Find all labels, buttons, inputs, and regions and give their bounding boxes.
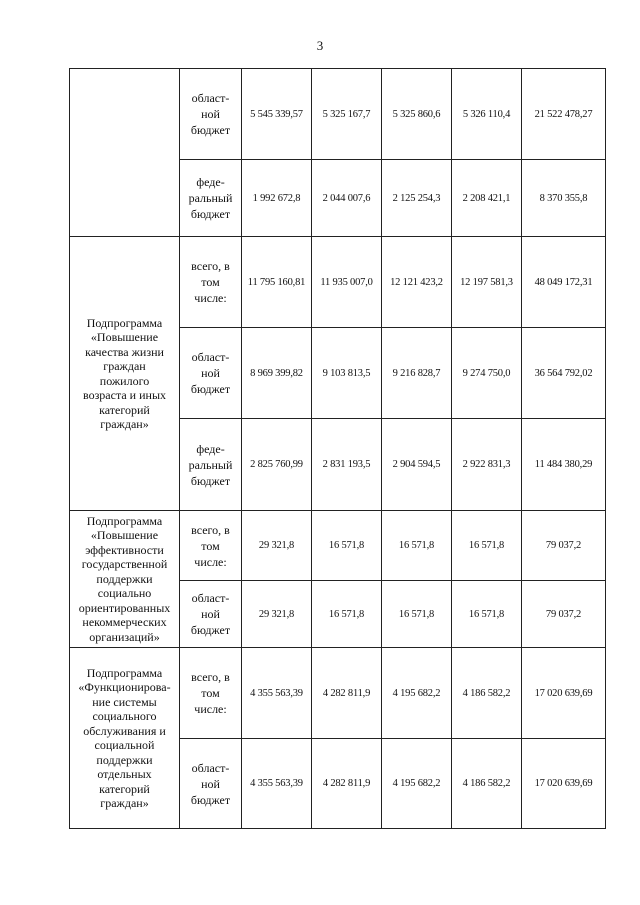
subprogram-name: Подпрограмма «Повышение эффективности государственной поддержки социально ориентированных некоммерческих организаций» bbox=[78, 513, 171, 644]
table-row bbox=[70, 237, 606, 328]
total-value-cell: 79 037,2 bbox=[522, 511, 606, 581]
year-value-cell: 2 831 193,5 bbox=[312, 419, 382, 511]
funding-source-cell bbox=[180, 69, 242, 160]
total-value-cell: 8 370 355,8 bbox=[522, 160, 606, 237]
budget-table bbox=[69, 68, 606, 829]
funding-source-label: област- ной бюджет bbox=[190, 91, 231, 137]
subprogram-name-cell bbox=[70, 648, 180, 829]
year-value-cell: 5 326 110,4 bbox=[452, 69, 522, 160]
funding-source-cell bbox=[180, 581, 242, 648]
funding-source-label: всего, в том числе: bbox=[191, 670, 230, 716]
year-value-cell: 5 545 339,57 bbox=[242, 69, 312, 160]
year-value-cell: 16 571,8 bbox=[382, 581, 452, 648]
year-value-cell: 4 195 682,2 bbox=[382, 739, 452, 829]
year-value-cell: 16 571,8 bbox=[382, 511, 452, 581]
year-value-cell: 9 216 828,7 bbox=[382, 328, 452, 419]
year-value-cell: 16 571,8 bbox=[452, 581, 522, 648]
year-value-cell: 2 044 007,6 bbox=[312, 160, 382, 237]
subprogram-name: Подпрограмма «Повышение качества жизни граждан пожилого возраста и иных категорий граждан» bbox=[82, 315, 167, 431]
year-value-cell: 2 825 760,99 bbox=[242, 419, 312, 511]
year-value-cell: 4 355 563,39 bbox=[242, 739, 312, 829]
year-value-cell: 29 321,8 bbox=[242, 511, 312, 581]
total-value-cell: 17 020 639,69 bbox=[522, 739, 606, 829]
funding-source-cell bbox=[180, 160, 242, 237]
year-value-cell: 5 325 860,6 bbox=[382, 69, 452, 160]
table-row bbox=[70, 648, 606, 739]
total-value-cell: 48 049 172,31 bbox=[522, 237, 606, 328]
total-value-cell: 79 037,2 bbox=[522, 581, 606, 648]
year-value-cell: 4 186 582,2 bbox=[452, 739, 522, 829]
year-value-cell: 2 125 254,3 bbox=[382, 160, 452, 237]
page-number: 3 bbox=[316, 38, 324, 53]
year-value-cell: 8 969 399,82 bbox=[242, 328, 312, 419]
year-value-cell: 16 571,8 bbox=[452, 511, 522, 581]
funding-source-cell bbox=[180, 511, 242, 581]
year-value-cell: 29 321,8 bbox=[242, 581, 312, 648]
total-value-cell: 17 020 639,69 bbox=[522, 648, 606, 739]
year-value-cell: 4 186 582,2 bbox=[452, 648, 522, 739]
subprogram-name-cell bbox=[70, 511, 180, 648]
funding-source-label: всего, в том числе: bbox=[191, 522, 230, 569]
year-value-cell: 4 282 811,9 bbox=[312, 739, 382, 829]
year-value-cell: 5 325 167,7 bbox=[312, 69, 382, 160]
year-value-cell: 16 571,8 bbox=[312, 511, 382, 581]
total-value-cell: 36 564 792,02 bbox=[522, 328, 606, 419]
funding-source-cell bbox=[180, 739, 242, 829]
year-value-cell: 16 571,8 bbox=[312, 581, 382, 648]
subprogram-name: Подпрограмма «Функционирова- ние системы социального обслуживания и социальной поддержки отдельных категорий граждан» bbox=[78, 665, 171, 810]
year-value-cell: 11 935 007,0 bbox=[312, 237, 382, 328]
funding-source-label: феде- ральный бюджет bbox=[188, 441, 233, 488]
year-value-cell: 1 992 672,8 bbox=[242, 160, 312, 237]
year-value-cell: 2 208 421,1 bbox=[452, 160, 522, 237]
table-row bbox=[70, 69, 606, 160]
subprogram-name-cell bbox=[70, 69, 180, 237]
total-value-cell: 11 484 380,29 bbox=[522, 419, 606, 511]
year-value-cell: 4 195 682,2 bbox=[382, 648, 452, 739]
year-value-cell: 12 197 581,3 bbox=[452, 237, 522, 328]
year-value-cell: 2 922 831,3 bbox=[452, 419, 522, 511]
total-value-cell: 21 522 478,27 bbox=[522, 69, 606, 160]
year-value-cell: 4 282 811,9 bbox=[312, 648, 382, 739]
funding-source-label: област- ной бюджет bbox=[190, 350, 231, 396]
funding-source-label: област- ной бюджет bbox=[190, 591, 231, 637]
funding-source-cell bbox=[180, 328, 242, 419]
funding-source-cell bbox=[180, 237, 242, 328]
year-value-cell: 4 355 563,39 bbox=[242, 648, 312, 739]
subprogram-name-cell bbox=[70, 237, 180, 511]
year-value-cell: 9 103 813,5 bbox=[312, 328, 382, 419]
funding-source-label: област- ной бюджет bbox=[190, 760, 231, 807]
funding-source-label: всего, в том числе: bbox=[191, 259, 230, 305]
funding-source-cell bbox=[180, 419, 242, 511]
funding-source-cell bbox=[180, 648, 242, 739]
year-value-cell: 11 795 160,81 bbox=[242, 237, 312, 328]
table-row bbox=[70, 511, 606, 581]
year-value-cell: 2 904 594,5 bbox=[382, 419, 452, 511]
funding-source-label: феде- ральный бюджет bbox=[188, 175, 233, 221]
year-value-cell: 9 274 750,0 bbox=[452, 328, 522, 419]
year-value-cell: 12 121 423,2 bbox=[382, 237, 452, 328]
